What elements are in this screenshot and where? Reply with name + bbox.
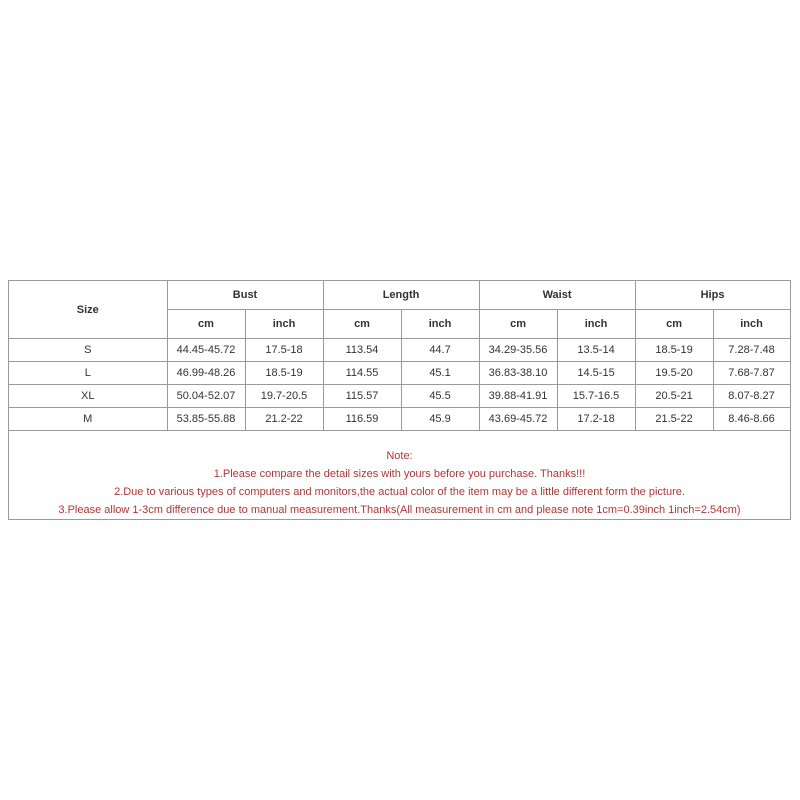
hips-header: Hips [635, 281, 790, 310]
unit-header: inch [713, 310, 790, 339]
value-cell: 17.2-18 [557, 408, 635, 431]
value-cell: 45.1 [401, 362, 479, 385]
note-title: Note: [386, 450, 413, 462]
note-line-1: 1.Please compare the detail sizes with yours before you purchase. Thanks!!! [213, 468, 586, 480]
value-cell: 45.5 [401, 385, 479, 408]
value-cell: 8.46-8.66 [713, 408, 790, 431]
unit-header: cm [323, 310, 401, 339]
value-cell: 17.5-18 [245, 339, 323, 362]
bust-header: Bust [167, 281, 323, 310]
unit-header: inch [245, 310, 323, 339]
value-cell: 8.07-8.27 [713, 385, 790, 408]
value-cell: 13.5-14 [557, 339, 635, 362]
value-cell: 21.2-22 [245, 408, 323, 431]
value-cell: 36.83-38.10 [479, 362, 557, 385]
value-cell: 44.45-45.72 [167, 339, 245, 362]
length-header: Length [323, 281, 479, 310]
value-cell: 115.57 [323, 385, 401, 408]
size-chart [8, 280, 791, 520]
table-row [9, 408, 790, 431]
unit-header: cm [635, 310, 713, 339]
value-cell: 21.5-22 [635, 408, 713, 431]
value-cell: 18.5-19 [635, 339, 713, 362]
value-cell: 45.9 [401, 408, 479, 431]
value-cell: 116.59 [323, 408, 401, 431]
table-row [9, 362, 790, 385]
unit-header: cm [479, 310, 557, 339]
value-cell: 114.55 [323, 362, 401, 385]
table-row [9, 385, 790, 408]
unit-header: inch [401, 310, 479, 339]
size-cell: S [9, 339, 167, 362]
note-line-3: 3.Please allow 1-3cm difference due to manual measurement.Thanks(All measurement in cm and please note 1cm=0.39inch 1inch=2.54cm) [58, 504, 741, 516]
size-cell: M [9, 408, 167, 431]
value-cell: 53.85-55.88 [167, 408, 245, 431]
waist-header: Waist [479, 281, 635, 310]
value-cell: 39.88-41.91 [479, 385, 557, 408]
size-table [9, 281, 791, 431]
value-cell: 7.28-7.48 [713, 339, 790, 362]
value-cell: 113.54 [323, 339, 401, 362]
value-cell: 50.04-52.07 [167, 385, 245, 408]
value-cell: 44.7 [401, 339, 479, 362]
notes-block [9, 447, 790, 519]
value-cell: 14.5-15 [557, 362, 635, 385]
size-header: Size [9, 281, 167, 339]
value-cell: 19.5-20 [635, 362, 713, 385]
value-cell: 18.5-19 [245, 362, 323, 385]
value-cell: 19.7-20.5 [245, 385, 323, 408]
size-cell: XL [9, 385, 167, 408]
value-cell: 15.7-16.5 [557, 385, 635, 408]
value-cell: 43.69-45.72 [479, 408, 557, 431]
table-row [9, 339, 790, 362]
unit-header: inch [557, 310, 635, 339]
value-cell: 7.68-7.87 [713, 362, 790, 385]
unit-header: cm [167, 310, 245, 339]
size-cell: L [9, 362, 167, 385]
value-cell: 20.5-21 [635, 385, 713, 408]
note-line-2: 2.Due to various types of computers and monitors,the actual color of the item may be a little different form the picture. [114, 486, 685, 498]
value-cell: 34.29-35.56 [479, 339, 557, 362]
value-cell: 46.99-48.26 [167, 362, 245, 385]
